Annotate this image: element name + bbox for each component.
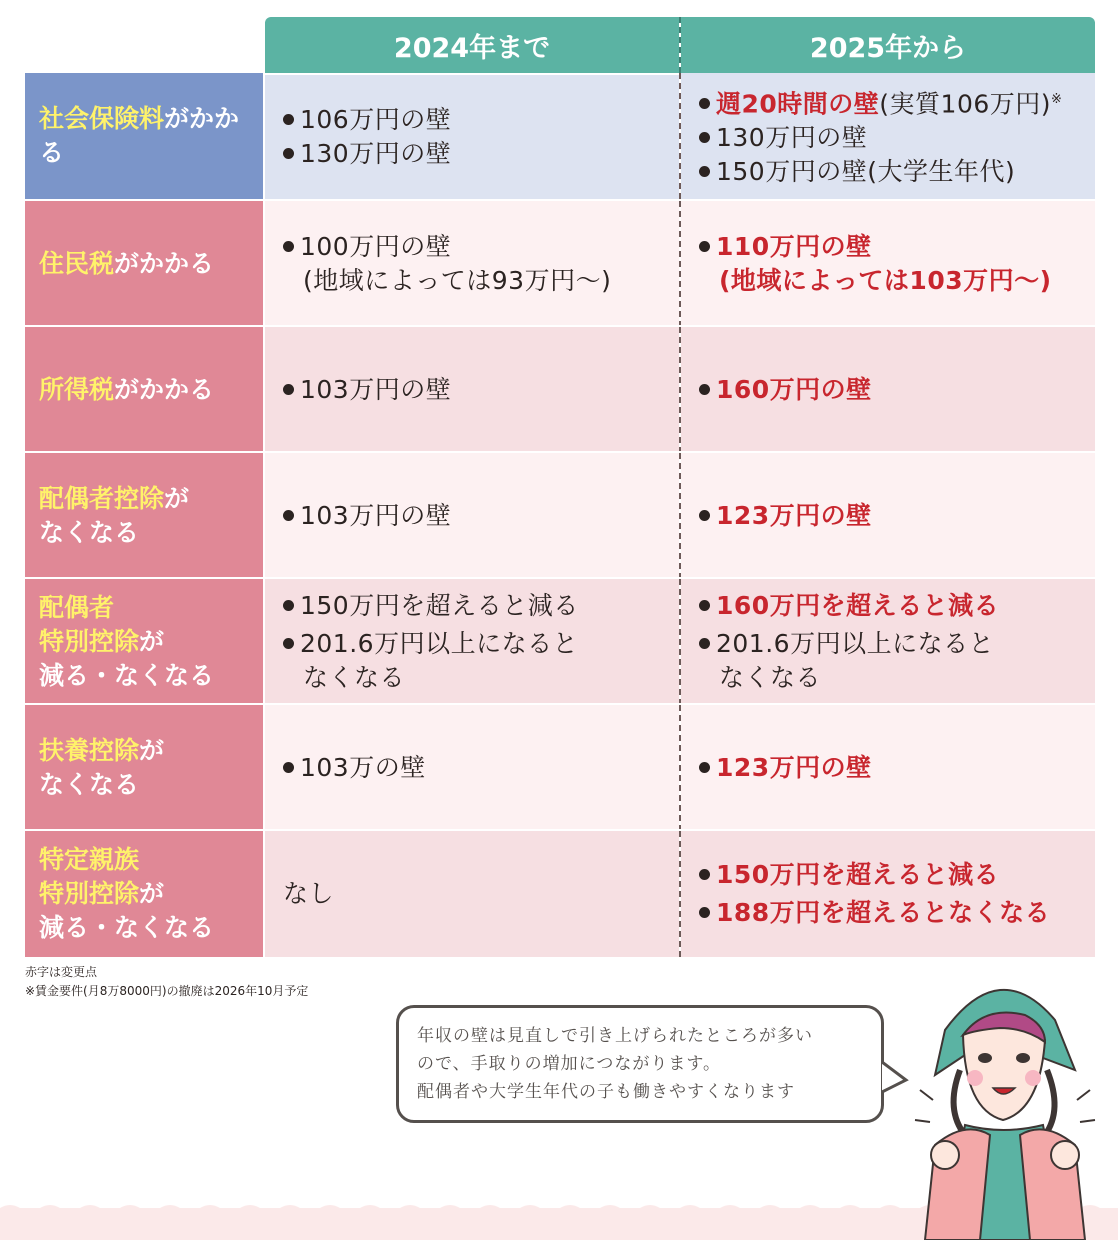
row-label: 扶養控除が なくなる xyxy=(25,705,263,831)
table-row-specified-relative-deduction xyxy=(25,829,1095,957)
cell-2024 xyxy=(265,831,679,957)
list-item: 週20時間の壁(実質106万円)※ xyxy=(699,83,1095,121)
table-row-resident-tax xyxy=(25,199,1095,327)
list-item: 123万円の壁 xyxy=(699,751,1095,785)
list-item: 103万円の壁 xyxy=(283,373,679,407)
list-item: 130万円の壁 xyxy=(699,121,1095,155)
table-row-spouse-special-deduction xyxy=(25,577,1095,705)
list-item: 110万円の壁 xyxy=(699,230,1095,264)
list-item: 106万円の壁 xyxy=(283,103,679,137)
list-item: 150万円を超えると減る xyxy=(283,589,679,623)
list-item-cont: (地域によっては93万円～) xyxy=(303,266,612,295)
cell-2025 xyxy=(681,201,1095,327)
note-asterisk: ※賃金要件(月8万8000円)の撤廃は2026年10月予定 xyxy=(25,984,309,998)
table-row-income-tax xyxy=(25,325,1095,453)
table-row-spouse-deduction xyxy=(25,451,1095,579)
none-text: なし xyxy=(283,879,335,908)
cell-2025 xyxy=(681,453,1095,579)
speech-bubble xyxy=(396,1005,884,1123)
cell-2025 xyxy=(681,73,1095,199)
row-label: 特定親族 特別控除が 減る・なくなる xyxy=(25,831,263,957)
cell-2024 xyxy=(265,453,679,579)
label-text: がかかる xyxy=(39,104,240,167)
list-item: 160万円を超えると減る xyxy=(699,589,1095,623)
row-label: 配偶者 特別控除が 減る・なくなる xyxy=(25,579,263,705)
list-item: 160万円の壁 xyxy=(699,373,1095,407)
woman-illustration-icon xyxy=(905,960,1105,1240)
header-2024: 2024年まで xyxy=(265,17,679,73)
cell-2025 xyxy=(681,831,1095,957)
list-item: 150万円を超えると減る xyxy=(699,858,1095,892)
bubble-line: ので、手取りの増加につながります。 xyxy=(417,1054,721,1074)
cell-2024 xyxy=(265,327,679,453)
list-item: 188万円を超えるとなくなる xyxy=(699,896,1095,930)
row-label: 所得税がかかる xyxy=(25,327,263,453)
cell-2024 xyxy=(265,201,679,327)
bubble-line: 年収の壁は見直しで引き上げられたところが多い xyxy=(417,1026,813,1046)
label-highlight: 社会保険料 xyxy=(39,104,165,133)
row-label: 住民税がかかる xyxy=(25,201,263,327)
cell-2025 xyxy=(681,705,1095,831)
list-item: 100万円の壁 xyxy=(283,230,679,264)
header-divider xyxy=(679,17,681,73)
list-item: 150万円の壁(大学生年代) xyxy=(699,155,1095,189)
cell-2024 xyxy=(265,705,679,831)
list-item-cont: (地域によっては103万円～) xyxy=(719,266,1052,295)
list-item: 103万円の壁 xyxy=(283,499,679,533)
list-item: 103万の壁 xyxy=(283,751,679,785)
cell-2024: 150万円を超えると減る 201.6万円以上になると なくなる xyxy=(265,579,679,705)
note-red-text: 赤字は変更点 xyxy=(25,965,98,979)
cell-2025 xyxy=(681,327,1095,453)
cell-2025: 160万円を超えると減る 201.6万円以上になると なくなる xyxy=(681,579,1095,705)
header-2025: 2025年から xyxy=(681,17,1095,73)
list-item: 123万円の壁 xyxy=(699,499,1095,533)
bubble-line: 配偶者や大学生年代の子も働きやすくなります xyxy=(417,1082,795,1102)
list-item: 201.6万円以上になると xyxy=(699,627,1095,661)
list-item: 201.6万円以上になると xyxy=(283,627,679,661)
table-row-dependent-deduction xyxy=(25,703,1095,831)
row-label: 配偶者控除が なくなる xyxy=(25,453,263,579)
cell-2024 xyxy=(265,73,679,199)
table-row-social-insurance xyxy=(25,73,1095,199)
row-label xyxy=(25,73,263,199)
list-item: 130万円の壁 xyxy=(283,137,679,171)
